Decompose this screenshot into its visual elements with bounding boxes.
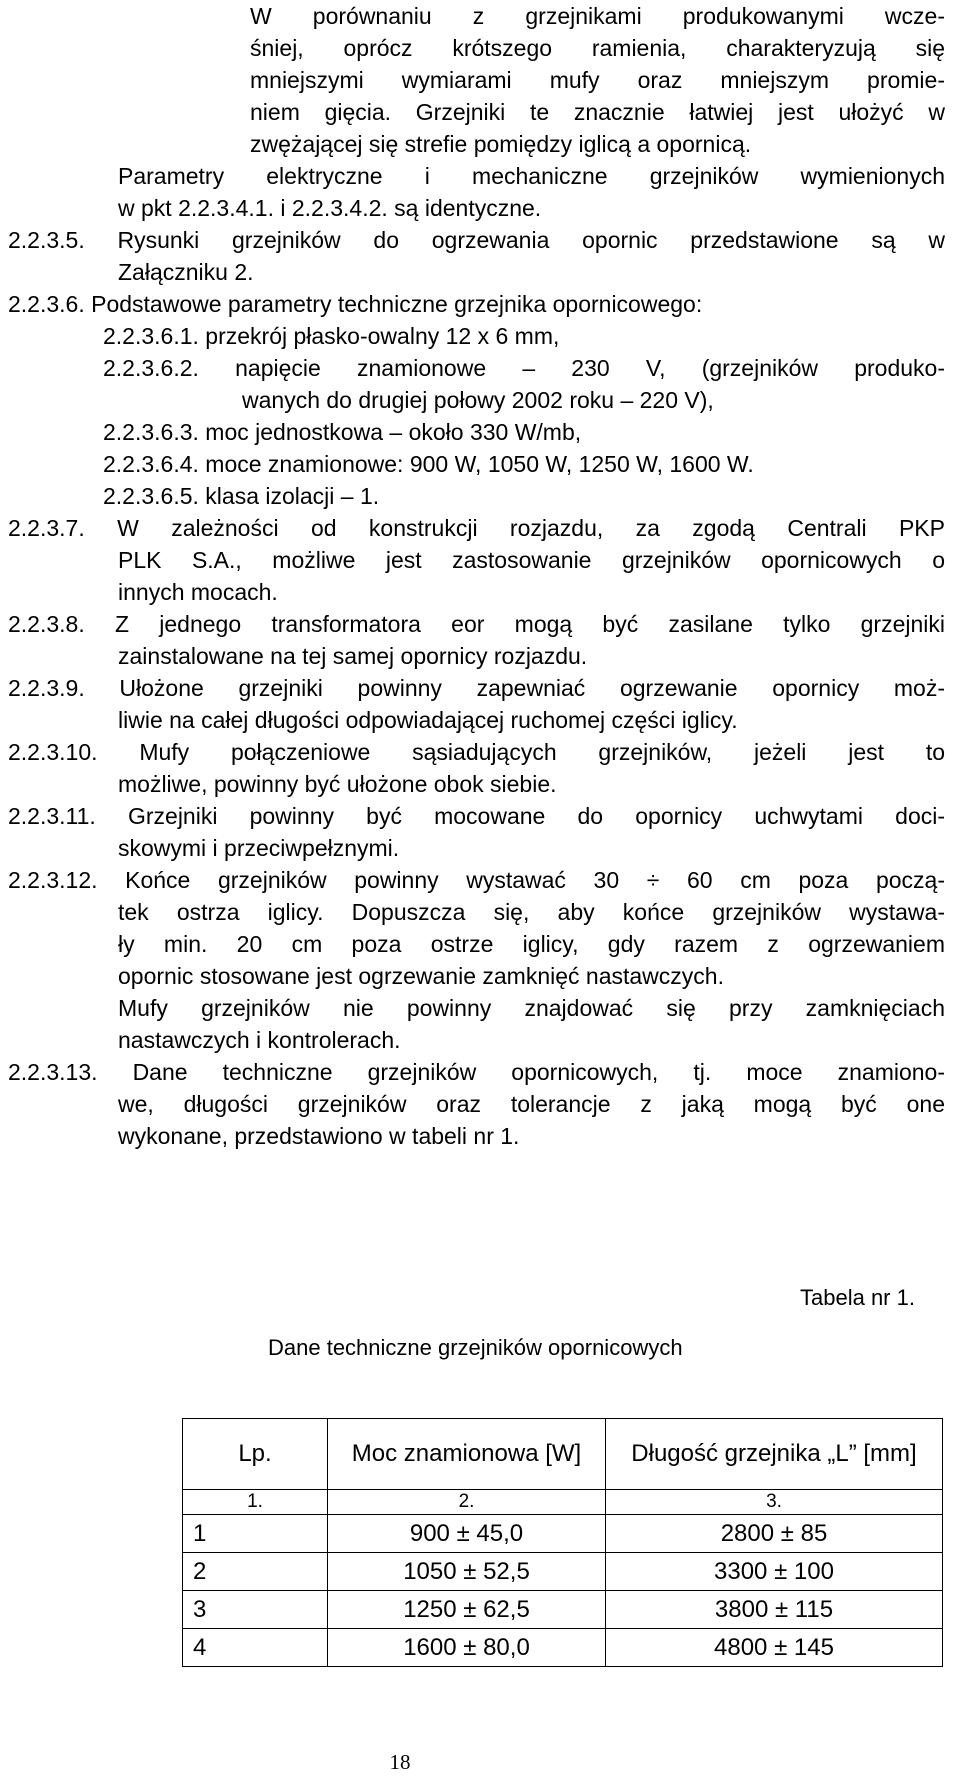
length-cell: 3300 ± 100 <box>606 1553 943 1591</box>
text-line: Parametry elektryczne i mechaniczne grzejników wymienionych <box>118 163 945 189</box>
power-cell: 1050 ± 52,5 <box>328 1553 606 1591</box>
text-line: Załączniku 2. <box>118 259 254 285</box>
text-line: W porównaniu z grzejnikami produkowanymi wcze- <box>250 3 945 29</box>
text-line: mniejszymi wymiarami mufy oraz mniejszym promie- <box>250 67 945 93</box>
column-number: 2. <box>328 1490 606 1515</box>
row-number: 4 <box>183 1629 328 1667</box>
power-cell: 1600 ± 80,0 <box>328 1629 606 1667</box>
text-line: wanych do drugiej połowy 2002 roku – 220 V), <box>242 387 714 413</box>
column-number: 1. <box>183 1490 328 1515</box>
length-cell: 4800 ± 145 <box>606 1629 943 1667</box>
text-line: śniej, oprócz krótszego ramienia, charakteryzują się <box>250 35 945 61</box>
text-line: Mufy grzejników nie powinny znajdować się przy zamknięciach <box>118 995 945 1021</box>
table-row <box>183 1515 943 1553</box>
specification-table <box>182 1418 943 1667</box>
table-number-row <box>183 1490 943 1515</box>
length-cell: 2800 ± 85 <box>606 1515 943 1553</box>
header-cell-lp: Lp. <box>183 1419 328 1490</box>
page-number: 18 <box>389 1750 411 1774</box>
text-line: innych mocach. <box>118 579 278 605</box>
text-line: wykonane, przedstawiono w tabeli nr 1. <box>118 1123 520 1149</box>
column-number: 3. <box>606 1490 943 1515</box>
text-line: niem gięcia. Grzejniki te znacznie łatwiej jest ułożyć w <box>250 99 945 125</box>
text-line: 2.2.3.6.5. klasa izolacji – 1. <box>103 483 380 509</box>
text-line: możliwe, powinny być ułożone obok siebie. <box>118 771 557 797</box>
text-line: 2.2.3.7. W zależności od konstrukcji rozjazdu, za zgodą Centrali PKP <box>8 515 945 541</box>
text-line: skowymi i przeciwpełznymi. <box>118 835 400 861</box>
text-line: 2.2.3.6.1. przekrój płasko-owalny 12 x 6 mm, <box>103 323 560 349</box>
text-line: 2.2.3.9. Ułożone grzejniki powinny zapewniać ogrzewanie opornicy moż- <box>8 675 945 701</box>
text-line: ły min. 20 cm poza ostrze iglicy, gdy razem z ogrzewaniem <box>118 931 945 957</box>
header-cell-power: Moc znamionowa [W] <box>328 1419 606 1490</box>
table-row <box>183 1591 943 1629</box>
power-cell: 900 ± 45,0 <box>328 1515 606 1553</box>
power-cell: 1250 ± 62,5 <box>328 1591 606 1629</box>
text-line: 2.2.3.5. Rysunki grzejników do ogrzewania opornic przedstawione są w <box>8 227 945 253</box>
text-line: 2.2.3.6.2. napięcie znamionowe – 230 V, (grzejników produko- <box>103 355 945 381</box>
text-line: 2.2.3.6.3. moc jednostkowa – około 330 W/mb, <box>103 419 582 445</box>
row-number: 3 <box>183 1591 328 1629</box>
table-row <box>183 1629 943 1667</box>
text-line: 2.2.3.10. Mufy połączeniowe sąsiadujących grzejników, jeżeli jest to <box>8 739 945 765</box>
row-number: 1 <box>183 1515 328 1553</box>
text-line: zainstalowane na tej samej opornicy rozjazdu. <box>118 643 588 669</box>
text-line: PLK S.A., możliwe jest zastosowanie grzejników opornicowych o <box>118 547 945 573</box>
table-header-row <box>183 1419 943 1490</box>
text-line: 2.2.3.8. Z jednego transformatora eor mogą być zasilane tylko grzejniki <box>8 611 945 637</box>
table-row <box>183 1553 943 1591</box>
text-line: nastawczych i kontrolerach. <box>118 1027 401 1053</box>
text-line: 2.2.3.11. Grzejniki powinny być mocowane do opornicy uchwytami doci- <box>8 803 945 829</box>
header-cell-length: Długość grzejnika „L” [mm] <box>606 1419 943 1490</box>
row-number: 2 <box>183 1553 328 1591</box>
text-line: we, długości grzejników oraz tolerancje z jaką mogą być one <box>118 1091 945 1117</box>
table-label: Tabela nr 1. <box>800 1285 915 1310</box>
text-line: 2.2.3.12. Końce grzejników powinny wystawać 30 ÷ 60 cm poza począ- <box>8 867 945 893</box>
text-line: tek ostrza iglicy. Dopuszcza się, aby końce grzejników wystawa- <box>118 899 945 925</box>
text-line: liwie na całej długości odpowiadającej ruchomej części iglicy. <box>118 707 738 733</box>
text-line: zwężającej się strefie pomiędzy iglicą a opornicą. <box>250 131 752 157</box>
length-cell: 3800 ± 115 <box>606 1591 943 1629</box>
table-title: Dane techniczne grzejników opornicowych <box>268 1335 683 1360</box>
text-line: 2.2.3.6.4. moce znamionowe: 900 W, 1050 W, 1250 W, 1600 W. <box>103 451 754 477</box>
text-line: 2.2.3.13. Dane techniczne grzejników opornicowych, tj. moce znamiono- <box>8 1059 945 1085</box>
text-line: w pkt 2.2.3.4.1. i 2.2.3.4.2. są identyczne. <box>118 195 542 221</box>
text-line: opornic stosowane jest ogrzewanie zamknięć nastawczych. <box>118 963 724 989</box>
text-line: 2.2.3.6. Podstawowe parametry techniczne grzejnika opornicowego: <box>8 291 703 317</box>
